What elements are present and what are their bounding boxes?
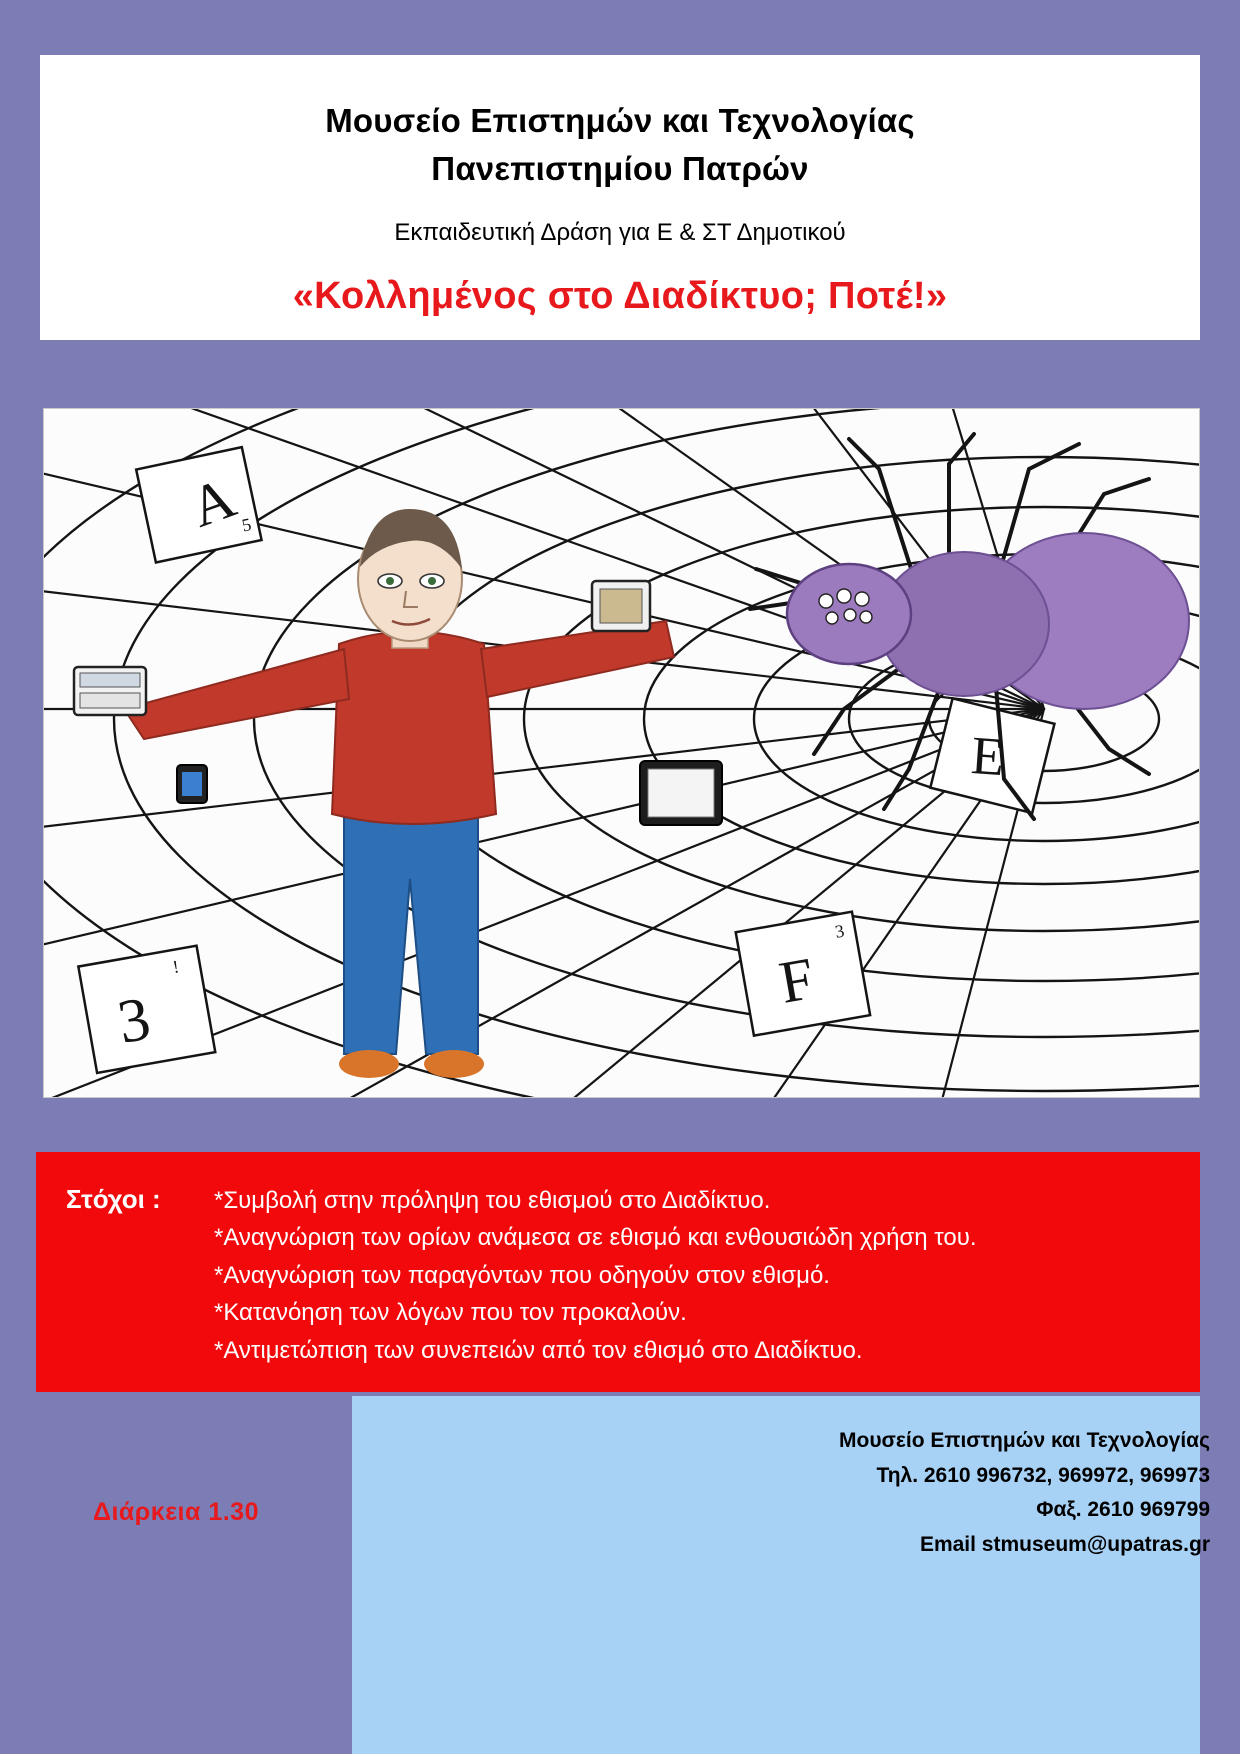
contact-line: Τηλ. 2610 996732, 969972, 969973 [876, 1463, 1210, 1487]
goal-item: *Αναγνώριση των παραγόντων που οδηγούν στον εθισμό. [214, 1261, 830, 1289]
contact-line: Φαξ. 2610 969799 [1036, 1498, 1210, 1522]
spider-web-illustration [44, 409, 1199, 1097]
svg-text:E: E [969, 724, 1007, 788]
svg-text:5: 5 [240, 514, 254, 536]
svg-text:!: ! [171, 956, 181, 978]
goal-item: *Κατανόηση των λόγων που τον προκαλούν. [214, 1299, 687, 1327]
organization-line-2: Πανεπιστημίου Πατρών [431, 149, 809, 187]
svg-text:A: A [181, 464, 244, 540]
goal-item: *Συμβολή στην πρόληψη του εθισμού στο Διαδίκτυο. [214, 1187, 771, 1214]
goals-label: Στόχοι : [66, 1184, 161, 1214]
contact-line: Email stmuseum@upatras.gr [919, 1532, 1210, 1556]
svg-text:F: F [774, 944, 819, 1016]
svg-text:3: 3 [112, 984, 156, 1057]
contact-block [450, 1424, 1210, 1563]
contact-line: Μουσείο Επιστημών και Τεχνολογίας [839, 1429, 1210, 1452]
duration-label: Διάρκεια 1.30 [93, 1498, 259, 1526]
goals-block [36, 1152, 1200, 1392]
goal-item: *Αντιμετώπιση των συνεπειών από τον εθισμό στο Διαδίκτυο. [214, 1336, 863, 1364]
header-card [40, 55, 1200, 340]
goals-list [214, 1182, 977, 1392]
illustration-frame [43, 408, 1200, 1098]
goal-item: *Αναγνώριση των ορίων ανάμεσα σε εθισμό και ενθουσιώδη χρήση του. [214, 1224, 977, 1252]
poster-headline: «Κολλημένος στο Διαδίκτυο; Ποτέ!» [292, 274, 948, 317]
svg-text:3: 3 [833, 920, 846, 942]
activity-subtitle: Εκπαιδευτική Δράση για Ε & ΣΤ Δημοτικού [394, 218, 846, 246]
organization-line-1: Μουσείο Επιστημών και Τεχνολογίας [325, 102, 915, 139]
